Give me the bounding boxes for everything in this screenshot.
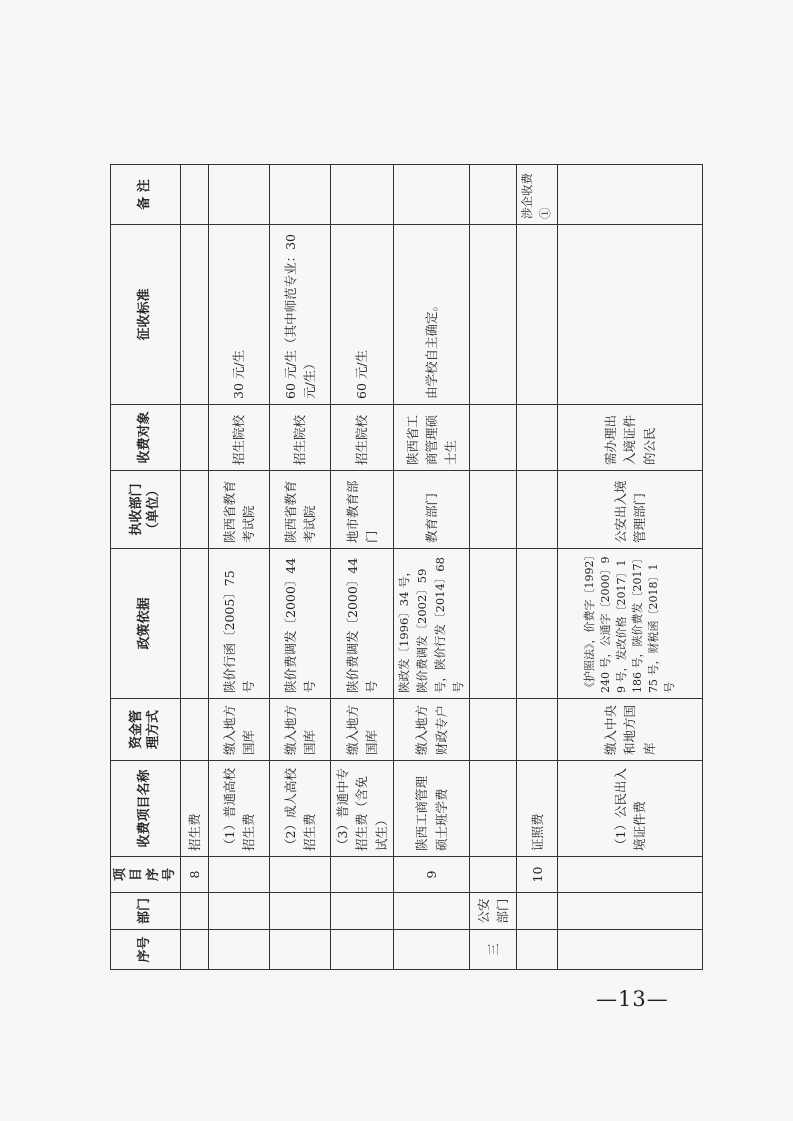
cell-dept xyxy=(181,893,209,930)
cell-agency: 公安出入境管理部门 xyxy=(558,471,703,549)
cell-dept xyxy=(331,893,394,930)
cell-remark xyxy=(270,165,331,225)
cell-standard: 60 元/生 xyxy=(331,225,394,405)
cell-policy xyxy=(181,549,209,699)
cell-seq xyxy=(181,930,209,970)
fee-table xyxy=(110,164,703,970)
cell-item-name: 招生费 xyxy=(181,761,209,857)
cell-item-seq xyxy=(331,857,394,893)
cell-fund: 缴入地方国库 xyxy=(270,699,331,761)
cell-target xyxy=(181,405,209,471)
cell-item-name: （3）普通中专招生费（含免试生） xyxy=(331,761,394,857)
cell-dept xyxy=(558,893,703,930)
header-fund: 资金管理方式 xyxy=(111,699,181,761)
table-row xyxy=(558,165,703,970)
header-policy: 政策依据 xyxy=(111,549,181,699)
cell-policy: 陕价费调发〔2000〕44 号 xyxy=(270,549,331,699)
cell-item-name: 证照费 xyxy=(517,761,558,857)
cell-target: 招生院校 xyxy=(331,405,394,471)
cell-target xyxy=(517,405,558,471)
rotated-table-container xyxy=(110,165,676,970)
cell-remark xyxy=(209,165,270,225)
cell-target: 招生院校 xyxy=(270,405,331,471)
cell-fund xyxy=(470,699,517,761)
header-seq: 序号 xyxy=(111,930,181,970)
cell-item-seq xyxy=(470,857,517,893)
cell-fund: 缴入地方国库 xyxy=(331,699,394,761)
cell-item-seq: 9 xyxy=(394,857,470,893)
cell-remark xyxy=(181,165,209,225)
cell-standard xyxy=(517,225,558,405)
cell-policy xyxy=(470,549,517,699)
cell-item-seq xyxy=(270,857,331,893)
cell-fund: 缴入地方财政专户 xyxy=(394,699,470,761)
header-agency: 执收部门（单位） xyxy=(111,471,181,549)
cell-seq xyxy=(331,930,394,970)
cell-agency xyxy=(181,471,209,549)
cell-target: 陕西省工商管理硕士生 xyxy=(394,405,470,471)
cell-standard: 60 元/生（其中师范专业：30 元/生） xyxy=(270,225,331,405)
cell-target xyxy=(470,405,517,471)
cell-fund: 缴入地方国库 xyxy=(209,699,270,761)
table-row xyxy=(181,165,209,970)
header-dept: 部门 xyxy=(111,893,181,930)
header-row xyxy=(111,165,181,970)
cell-dept xyxy=(517,893,558,930)
cell-fund xyxy=(517,699,558,761)
table-row xyxy=(517,165,558,970)
cell-remark xyxy=(558,165,703,225)
cell-agency xyxy=(517,471,558,549)
cell-item-name xyxy=(470,761,517,857)
cell-seq xyxy=(270,930,331,970)
cell-policy: 陕价费调发〔2000〕44 号 xyxy=(331,549,394,699)
cell-remark: 涉企收费① xyxy=(517,165,558,225)
cell-item-name: （1）普通高校招生费 xyxy=(209,761,270,857)
cell-item-name: （2）成人高校招生费 xyxy=(270,761,331,857)
cell-seq xyxy=(517,930,558,970)
cell-standard xyxy=(558,225,703,405)
cell-dept: 公安部门 xyxy=(470,893,517,930)
header-item-name: 收费项目名称 xyxy=(111,761,181,857)
cell-seq xyxy=(209,930,270,970)
cell-target: 需办理出入境证件的公民 xyxy=(558,405,703,471)
cell-item-seq: 10 xyxy=(517,857,558,893)
table-row xyxy=(331,165,394,970)
cell-dept xyxy=(394,893,470,930)
cell-policy: 陕政发〔1996〕34 号，陕价费调发〔2002〕59 号，陕价行发〔2014〕68 号 xyxy=(394,549,470,699)
cell-dept xyxy=(209,893,270,930)
header-target: 收费对象 xyxy=(111,405,181,471)
cell-item-seq: 8 xyxy=(181,857,209,893)
cell-fund xyxy=(181,699,209,761)
cell-target: 招生院校 xyxy=(209,405,270,471)
cell-standard: 30 元/生 xyxy=(209,225,270,405)
cell-remark xyxy=(470,165,517,225)
cell-seq xyxy=(394,930,470,970)
table-row xyxy=(470,165,517,970)
cell-item-name: 陕西工商管理硕士班学费 xyxy=(394,761,470,857)
cell-standard xyxy=(181,225,209,405)
cell-standard: 由学校自主确定。 xyxy=(394,225,470,405)
cell-agency xyxy=(470,471,517,549)
cell-seq: 三 xyxy=(470,930,517,970)
cell-agency: 陕西省教育考试院 xyxy=(209,471,270,549)
cell-fund: 缴入中央和地方国库 xyxy=(558,699,703,761)
cell-remark xyxy=(394,165,470,225)
cell-agency: 陕西省教育考试院 xyxy=(270,471,331,549)
cell-policy: 《护照法》，价费字〔1992〕240 号，公通字〔2000〕99 号，发改价格〔2017〕1186 号，陕价费发〔2017〕75 号，财税函〔2018〕1 号 xyxy=(558,549,703,699)
table-row xyxy=(209,165,270,970)
cell-remark xyxy=(331,165,394,225)
cell-item-seq xyxy=(209,857,270,893)
header-item-seq: 项目序号 xyxy=(111,857,181,893)
header-remark: 备 注 xyxy=(111,165,181,225)
header-standard: 征收标准 xyxy=(111,225,181,405)
cell-agency: 地市教育部门 xyxy=(331,471,394,549)
cell-policy: 陕价行函〔2005〕75 号 xyxy=(209,549,270,699)
cell-item-seq xyxy=(558,857,703,893)
cell-item-name: （1）公民出入境证件费 xyxy=(558,761,703,857)
cell-agency: 教育部门 xyxy=(394,471,470,549)
cell-policy xyxy=(517,549,558,699)
cell-dept xyxy=(270,893,331,930)
table-row xyxy=(394,165,470,970)
table-row xyxy=(270,165,331,970)
cell-standard xyxy=(470,225,517,405)
cell-seq xyxy=(558,930,703,970)
page-number: —13— xyxy=(596,987,669,1011)
